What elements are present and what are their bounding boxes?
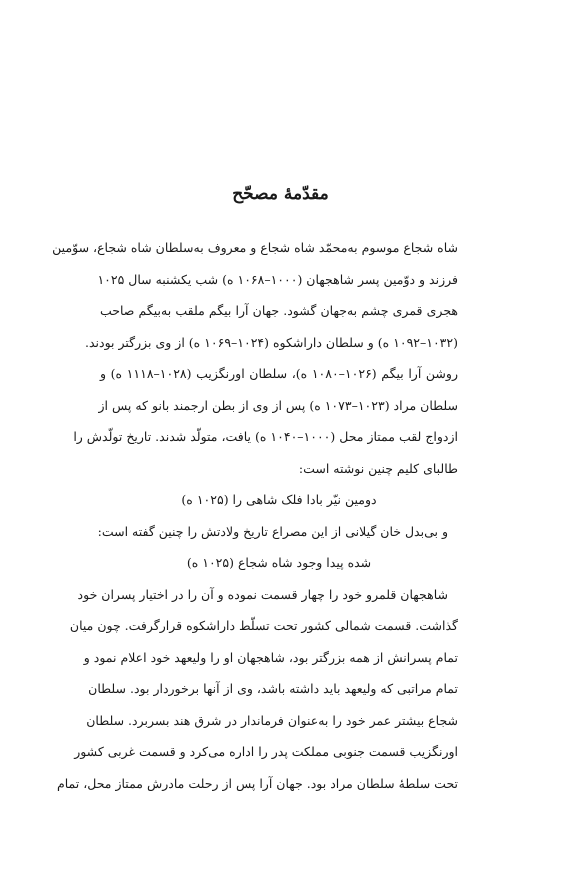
text-line: روشن آرا بیگم (۱۰۲۶–۱۰۸۰ ه)، سلطان اورنگزیب (۱۰۲۸–۱۱۱۸ ه) و bbox=[100, 366, 458, 381]
text-line: شجاع بیشتر عمر خود را به‌عنوان فرماندار در شرق هند بسربرد. سلطان bbox=[86, 712, 458, 728]
text-line: و بی‌بدل خان گیلانی از این مصراع تاریخ ولادتش را چنین گفته است: bbox=[97, 523, 448, 539]
verse-line: دومین نیّر بادا فلک شاهی را (۱۰۲۵ ه) bbox=[181, 492, 377, 507]
text-line: گذاشت. قسمت شمالی کشور تحت تسلّط داراشکوه قرارگرفت. چون میان bbox=[69, 618, 458, 633]
verse-line: شده پیدا وجود شاه شجاع (۱۰۲۵ ه) bbox=[186, 555, 372, 570]
text-line: فرزند و دوّمین پسر شاهجهان (۱۰۰۰–۱۰۶۸ ه) شب یکشنبه سال ۱۰۲۵ bbox=[97, 271, 458, 287]
text-line: تمام مراتبی که ولیعهد باید داشته باشد، وی از آنها برخوردار بود. سلطان bbox=[88, 681, 458, 696]
text-line: هجری قمری چشم به‌جهان گشود. جهان آرا بیگم ملقب به‌بیگم صاحب bbox=[100, 303, 458, 318]
text-line: شاه شجاع موسوم به‌محمّد شاه شجاع و معروف به‌سلطان شاه شجاع، سوّمین bbox=[52, 240, 458, 255]
text-line: تمام پسرانش از همه بزرگتر بود، شاهجهان او را ولیعهد خود اعلام نمود و bbox=[83, 649, 458, 665]
page-title: مقدّمهٔ مصحّح bbox=[232, 184, 329, 204]
text-line: (۱۰۳۲–۱۰۹۲ ه) و سلطان داراشکوه (۱۰۲۴–۱۰۶۹ ه) از وی بزرگتر بودند. bbox=[85, 334, 458, 350]
text-line: اورنگزیب قسمت جنوبی مملکت پدر را اداره می‌کرد و قسمت غربی کشور bbox=[74, 744, 458, 759]
text-line: سلطان مراد (۱۰۲۳–۱۰۷۳ ه) پس از وی از بطن ارجمند بانو که پس از bbox=[98, 397, 458, 413]
body-text bbox=[52, 232, 458, 799]
text-line: ازدواج لقب ممتاز محل (۱۰۰۰–۱۰۴۰ ه) یافت، متولّد شدند. تاریخ تولّدش را bbox=[73, 429, 458, 444]
text-line: شاهجهان قلمرو خود را چهار قسمت نموده و آن را در اختیار پسران خود bbox=[77, 586, 448, 602]
text-line: تحت سلطهٔ سلطان مراد بود. جهان آرا پس از رحلت مادرش ممتاز محل، تمام bbox=[57, 775, 458, 791]
text-line: طالبای کلیم چنین نوشته است: bbox=[298, 460, 458, 476]
